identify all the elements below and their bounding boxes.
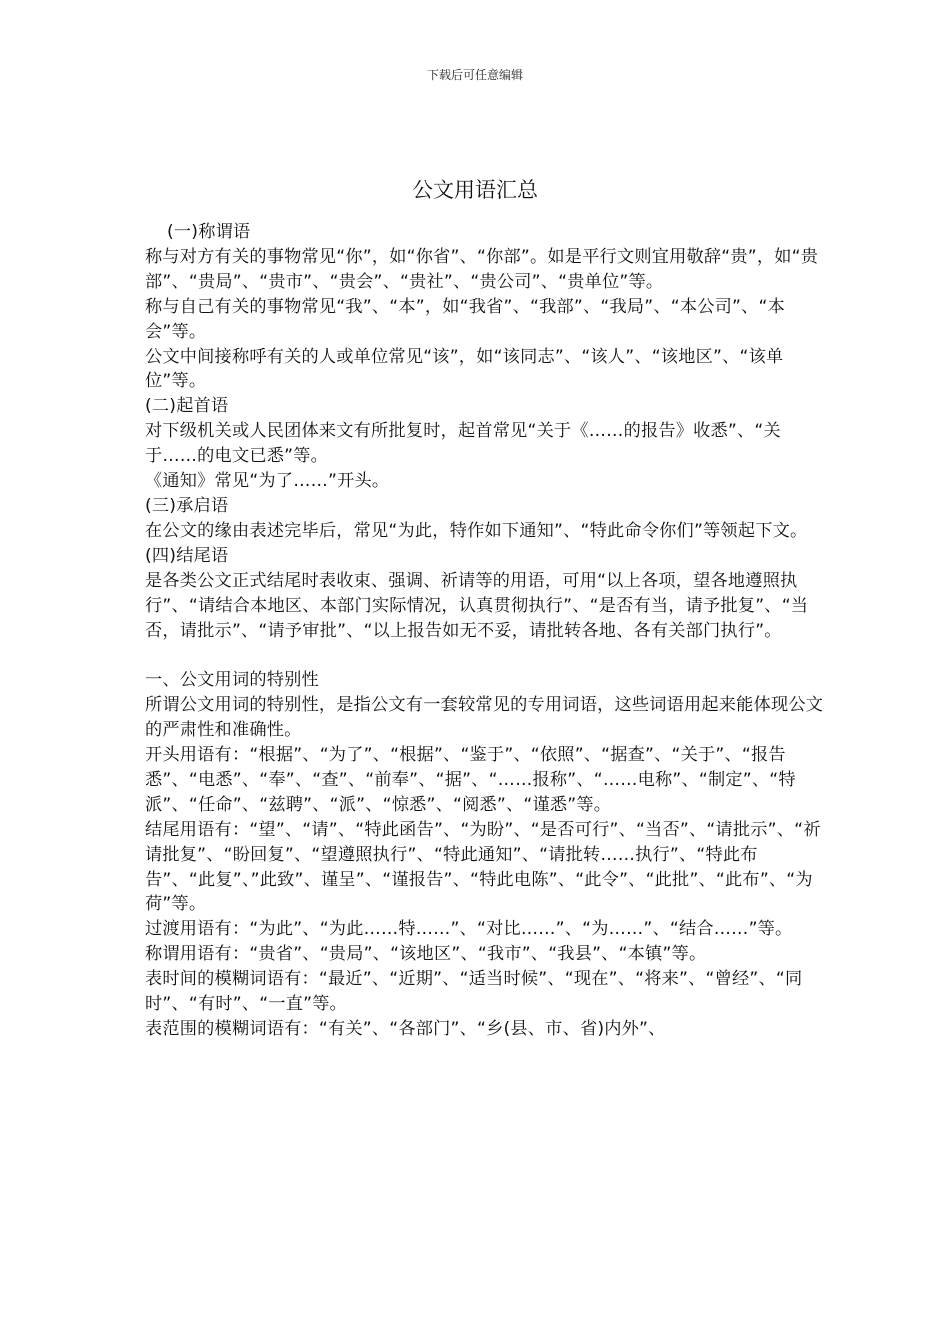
blank-line xyxy=(145,643,825,668)
document-title: 公文用语汇总 xyxy=(412,178,538,203)
paragraph: 公文中间接称呼有关的人或单位常见“该”，如“该同志”、“该人”、“该地区”、“该单位”等。 xyxy=(145,346,784,392)
paragraph: 称与自己有关的事物常见“我”、“本”，如“我省”、“我部”、“我局”、“本公司”、“本会”等。 xyxy=(145,296,785,342)
page-header: 下载后可任意编辑 xyxy=(426,68,523,82)
paragraph: 结尾用语有：“望”、“请”、“特此函告”、“为盼”、“是否可行”、“当否”、“请批示”、“祈请批复”、“盼回复”、“望遵照执行”、“特此通知”、“请批转……执行”、“特此布告”、“此复”、”此致”、谨呈”、“谨报告”、“特此电陈”、“此令”、“此批”、“此布”、“为荷”等。 xyxy=(145,819,821,915)
paragraph: 开头用语有：“根据”、“为了”、“根据”、“鉴于”、“依照”、“据查”、“关于”、“报告悉”、“电悉”、“奉”、“查”、“前奉”、“据”、“……报称”、“……电称”、“制定”、“特派”、“任命”、“兹聘”、“派”、“惊悉”、“阅悉”、“谨悉”等。 xyxy=(145,745,796,815)
paragraph: 是各类公文正式结尾时表收束、强调、祈请等的用语，可用“以上各项，望各地遵照执行”、“请结合本地区、本部门实际情况，认真贯彻执行”、“是否有当，请予批复”、“当否，请批示”、“请予审批”、“以上报告如无不妥，请批转各地、各有关部门执行”。 xyxy=(145,570,809,641)
paragraph: 过渡用语有：“为此”、“为此……特……”、“对比……”、“为……”、“结合……”等。 xyxy=(145,919,793,940)
section-heading: 一、公文用词的特别性 xyxy=(145,670,319,691)
document-body xyxy=(145,220,825,1042)
paragraph: 表范围的模糊词语有：“有关”、“各部门”、“乡(县、市、省)内外”、 xyxy=(145,1018,666,1039)
paragraph: 在公文的缘由表述完毕后，常见“为此，特作如下通知”、“特此命令你们”等领起下文。 xyxy=(145,520,808,541)
section-heading: (二)起首语 xyxy=(145,396,229,417)
section-heading: (一)称谓语 xyxy=(167,222,251,242)
paragraph: 对下级机关或人民团体来文有所批复时，起首常见“关于《……的报告》收悉”、“关于……的电文已悉”等。 xyxy=(145,421,781,467)
section-heading: (三)承启语 xyxy=(145,495,229,516)
paragraph: 《通知》常见“为了……”开头。 xyxy=(145,471,390,492)
paragraph: 表时间的模糊词语有：“最近”、“近期”、“适当时候”、“现在”、“将来”、“曾经”、“同时”、“有时”、“一直”等。 xyxy=(145,969,803,1015)
paragraph: 所谓公文用词的特别性，是指公文有一套较常见的专用词语，这些词语用起来能体现公文的严肃性和准确性。 xyxy=(145,695,824,741)
paragraph: 称谓用语有：“贵省”、“贵局”、“该地区”、“我市”、“我县”、“本镇”等。 xyxy=(145,944,707,965)
paragraph: 称与对方有关的事物常见“你”，如“你省”、“你部”。如是平行文则宜用敬辞“贵”，如“贵部”、“贵局”、“贵市”、“贵会”、“贵社”、“贵公司”、“贵单位”等。 xyxy=(145,246,819,292)
section-heading: (四)结尾语 xyxy=(145,545,229,566)
